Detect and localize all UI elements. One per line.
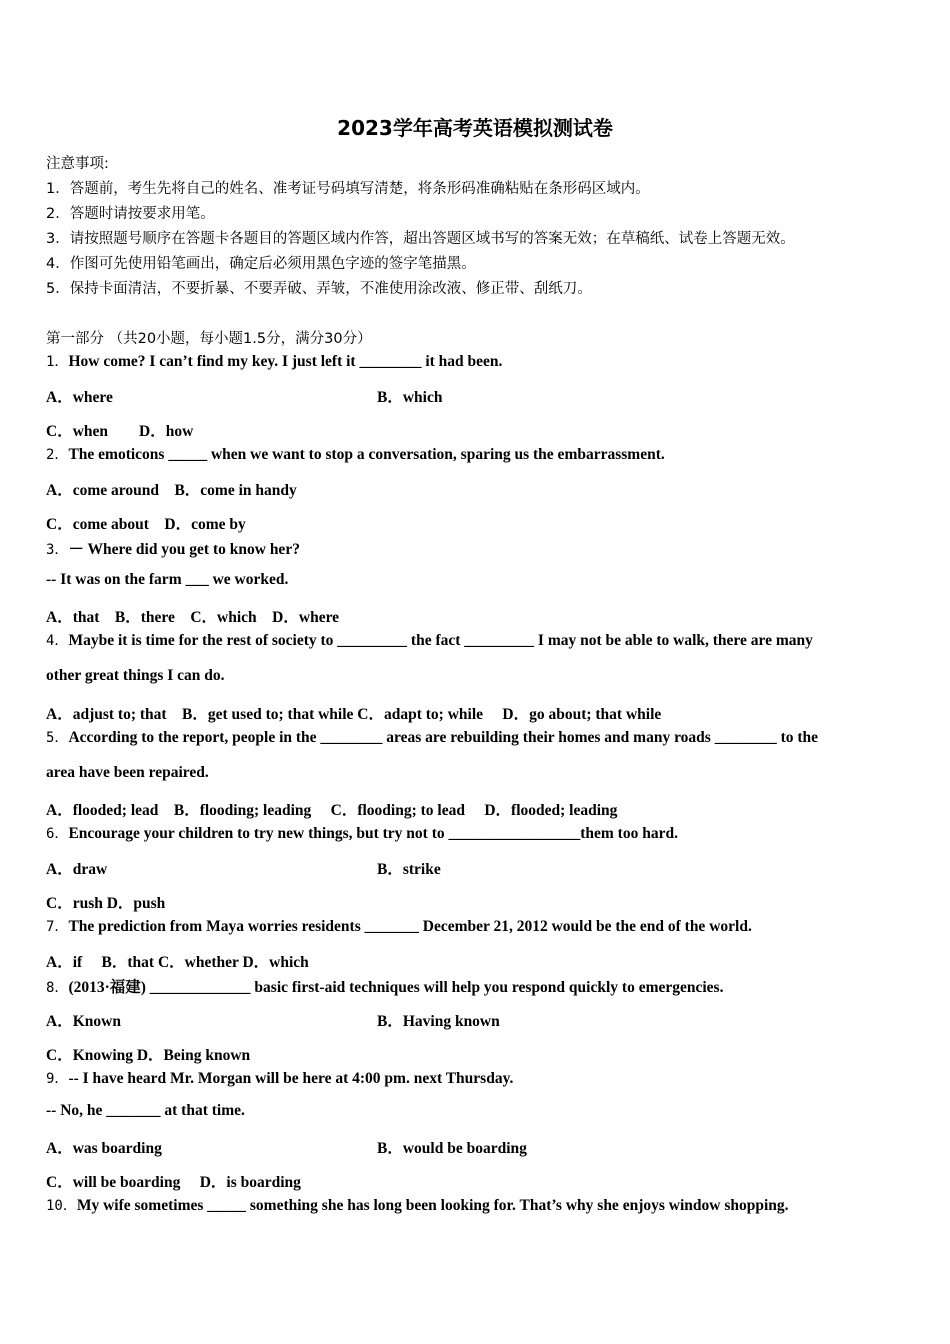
question-text-line2: -- It was on the farm ___ we worked.	[46, 571, 289, 588]
question-number: 7．	[46, 919, 69, 935]
question-text-line2: area have been repaired.	[46, 764, 209, 781]
question-number: 8．	[46, 980, 69, 996]
options: A．if B．that C．whether D．which	[46, 954, 309, 971]
question-number: 3．	[46, 542, 69, 558]
page-title: 2023学年高考英语模拟测试卷	[337, 116, 613, 140]
notice-item: 2．答题时请按要求用笔。	[46, 206, 215, 222]
options-cd: C．Knowing D．Being known	[46, 1047, 251, 1064]
options-cd: C．rush D．push	[46, 895, 166, 912]
question-text: The prediction from Maya worries residents _______ December 21, 2012 would be the end of the world.	[68, 918, 752, 935]
question-number: 5．	[46, 730, 69, 746]
question-6	[46, 823, 678, 843]
question-text: My wife sometimes _____ something she has long been looking for. That’s why she enjoys window shopping.	[76, 1197, 789, 1214]
option-a: A．Known	[46, 1013, 121, 1030]
question-text: Encourage your children to try new things, but try not to _________________them too hard.	[68, 825, 678, 842]
options: A．that B．there C．which D．where	[46, 609, 340, 626]
question-2	[46, 444, 665, 464]
question-5	[46, 727, 818, 747]
question-1	[46, 351, 502, 371]
question-9	[46, 1068, 513, 1088]
question-text: (2013·福建) _____________ basic first-aid techniques will help you respond quickly to emergencies.	[68, 979, 724, 996]
question-3	[46, 537, 300, 559]
question-number: 1．	[46, 354, 69, 370]
question-text: According to the report, people in the ________ areas are rebuilding their homes and many roads ________ to the	[68, 729, 819, 746]
question-4	[46, 630, 813, 650]
question-text: Maybe it is time for the rest of society to _________ the fact _________ I may not be able to walk, there are many	[68, 632, 813, 649]
options-ab: A．come around B．come in handy	[46, 482, 297, 499]
question-number: 2．	[46, 447, 69, 463]
options: A．adjust to; that B．get used to; that while C．adapt to; while D．go about; that while	[46, 706, 662, 723]
option-a: A．draw	[46, 861, 108, 878]
option-a: A．where	[46, 389, 113, 406]
options: A．flooded; lead B．flooding; leading C．flooding; to lead D．flooded; leading	[46, 802, 618, 819]
question-7	[46, 916, 752, 936]
options-cd: C．will be boarding D．is boarding	[46, 1174, 301, 1191]
notice-item: 5．保持卡面清洁，不要折暴、不要弄破、弄皱，不准使用涂改液、修正带、刮纸刀。	[46, 281, 592, 297]
option-b: B．would be boarding	[377, 1140, 527, 1157]
option-b: B．which	[377, 389, 443, 406]
question-number: 9．	[46, 1071, 69, 1087]
question-text: － Where did you get to know her?	[68, 541, 300, 558]
notice-item: 4．作图可先使用铅笔画出，确定后必须用黑色字迹的签字笔描黑。	[46, 256, 476, 272]
notice-item: 3．请按照题号顺序在答题卡各题目的答题区域内作答，超出答题区域书写的答案无效；在草稿纸、试卷上答题无效。	[46, 231, 795, 247]
question-text: -- I have heard Mr. Morgan will be here at 4:00 pm. next Thursday.	[68, 1070, 514, 1087]
section-heading: 第一部分 （共20小题，每小题1.5分，满分30分）	[46, 331, 372, 347]
options-cd: C．when D．how	[46, 423, 194, 440]
notice-item: 1．答题前，考生先将自己的姓名、准考证号码填写清楚，将条形码准确粘贴在条形码区域内。	[46, 181, 650, 197]
question-text: How come? I can’t find my key. I just left it ________ it had been.	[68, 353, 503, 370]
options-cd: C．come about D．come by	[46, 516, 246, 533]
question-8	[46, 975, 723, 997]
question-number: 10．	[46, 1198, 77, 1214]
option-b: B．Having known	[377, 1013, 500, 1030]
question-text-line2: other great things I can do.	[46, 667, 225, 684]
question-number: 4．	[46, 633, 69, 649]
option-a: A．was boarding	[46, 1140, 162, 1157]
question-10	[46, 1195, 789, 1215]
question-number: 6．	[46, 826, 69, 842]
question-text-line2: -- No, he _______ at that time.	[46, 1102, 245, 1119]
option-b: B．strike	[377, 861, 441, 878]
question-text: The emoticons _____ when we want to stop a conversation, sparing us the embarrassment.	[68, 446, 665, 463]
notice-heading: 注意事项:	[46, 156, 109, 172]
